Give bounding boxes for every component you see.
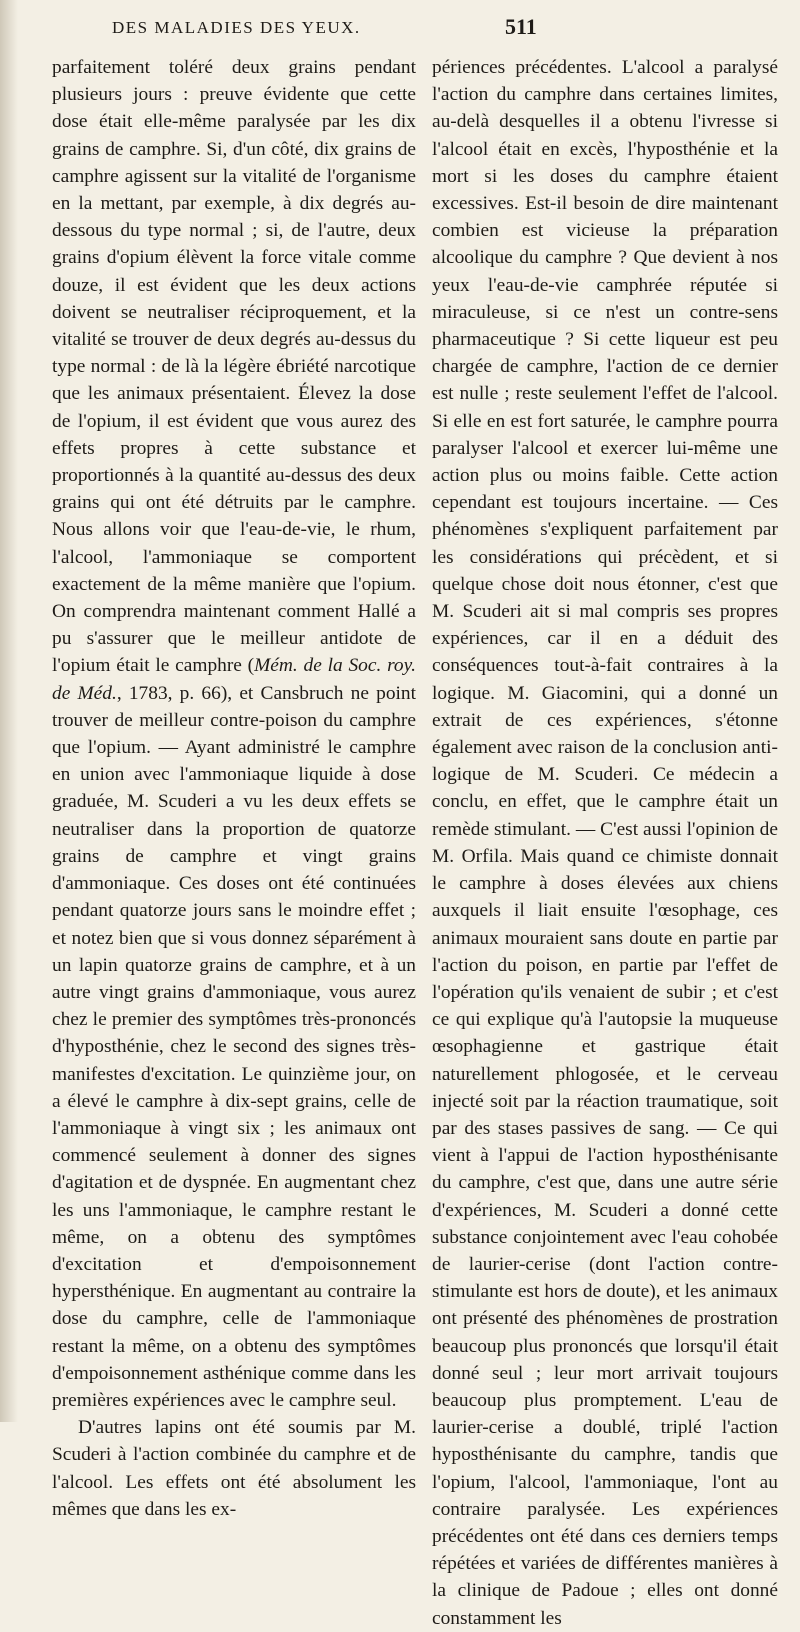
- paragraph-text: parfaitement toléré deux grains pendant plusieurs jours : preuve évidente que cette dose était elle-même paralysée par les dix grains de camphre. Si, d'un côté, dix grains de camphre agissent sur la vitalité de l'organisme en la mettant, par exemple, à dix degrés au-dessous du type normal ; si, de l'autre, deux grains d'opium élèvent la force vitale comme douze, il est évident que les deux actions doivent se neutraliser réciproquement, et la vitalité se trouver de deux degrés au-dessus du type normal : de là la légère ébriété narcotique que les animaux présentaient. Élevez la dose de l'opium, il est évident que vous aurez des effets propres à cette substance et proportionnés à la quantité au-dessus des deux grains qui ont été détruits par le camphre. Nous allons voir que l'eau-de-vie, le rhum, l'alcool, l'ammoniaque se comportent exactement de la même manière que l'opium. On comprendra maintenant comment Hallé a pu s'assurer que le meilleur antidote de l'opium était le camphre (: [52, 57, 416, 677]
- binding-shadow: [0, 0, 18, 1422]
- page-number: 511: [505, 14, 537, 39]
- paragraph: périences précédentes. L'alcool a paralysé l'action du camphre dans certaines limites, au-delà desquelles il a obtenu l'ivresse si l'alcool était en excès, l'hyposthénie et la mort si les doses du camphre étaient excessives. Est-il besoin de dire maintenant combien est vicieuse la préparation alcoolique du camphre ? Que devient à nos yeux l'eau-de-vie camphrée réputée si miraculeuse, si ce n'est un contre-sens pharmaceutique ? Si cette liqueur est peu chargée de camphre, l'action de ce dernier est nulle ; reste seulement l'effet de l'alcool. Si elle en est fort saturée, le camphre pourra paralyser l'alcool et exercer lui-même une action plus ou moins faible. Cette action cependant est toujours incertaine. — Ces phénomènes s'expliquent parfaitement par les considérations qui précèdent, et si quelque chose doit nous étonner, c'est que M. Scuderi ait si mal compris ses propres expériences, car il en a déduit des conséquences tout-à-fait contraires à la logique. M. Giacomini, qui a donné un extrait de ces expériences, s'étonne également avec raison de la conclusion anti-logique de M. Scuderi. Ce médecin a conclu, en effet, que le camphre était un remède stimulant. — C'est aussi l'opinion de M. Orfila. Mais quand ce chimiste donnait le camphre à doses élevées aux chiens auxquels il liait ensuite l'œsophage, ces animaux mouraient sans doute en partie par l'action du poison, en partie par l'effet de l'opération qu'ils venaient de subir ; et c'est ce qui explique qu'à l'autopsie la muqueuse œsophagienne et gastrique était naturellement phlogosée, et le cerveau injecté soit par la réaction traumatique, soit par des stases passives de sang. — Ce qui vient à l'appui de l'action hyposthénisante du camphre, c'est que, dans une autre série d'expériences, M. Scuderi a donné cette substance conjointement avec l'eau cohobée de laurier-cerise (dont l'action contre-stimulante est hors de doute), et les animaux ont présenté des phénomènes de prostration beaucoup plus prononcés que lorsqu'il était donné seul ; leur mort arrivait toujours beaucoup plus promptement. L'eau de laurier-cerise a doublé, triplé l'action hyposthénisante du camphre, tandis que l'opium, l'alcool, l'ammoniaque, l'ont au contraire paralysée. Les expériences précédentes ont été dans ces derniers temps répétées et variées de différentes manières à la clinique de Padoue ; elles ont donné constamment les: [432, 57, 778, 1629]
- italic-reference: Mém. de la Soc. roy. de Méd.: [52, 655, 417, 704]
- paragraph-text-continued: , 1783, p. 66), et Cansbruch ne point trouver de meilleur contre-poison du camphre que l'opium. — Ayant administré le camphre en union avec l'ammoniaque liquide à dose graduée, M. Scuderi a vu les deux effets se neutraliser dans la proportion de quatorze grains de camphre et vingt grains d'ammoniaque. Ces doses ont été continuées pendant quatorze jours sans le moindre effet ; et notez bien que si vous donnez séparément à un lapin quatorze grains de camphre, et à un autre vingt grains d'ammoniaque, vous aurez chez le premier des symptômes très-prononcés d'hyposthénie, chez le second des signes très-manifestes d'excitation. Le quinzième jour, on a élevé le camphre à dix-sept grains, celle de l'ammoniaque à vingt six ; les animaux ont commencé seulement à donner des signes d'agitation et de dyspnée. En augmentant chez les uns l'ammoniaque, le camphre restant le même, on a obtenu des symptômes d'excitation et d'empoisonnement hypersthénique. En augmentant au contraire la dose du camphre, celle de l'ammoniaque restant la même, on a obtenu des symptômes d'empoisonnement asthénique comme dans les premières expériences avec le camphre seul.: [52, 682, 416, 1411]
- right-column: [432, 54, 778, 1632]
- left-column: [52, 54, 416, 1523]
- page-header: [0, 12, 800, 52]
- running-title: DES MALADIES DES YEUX.: [112, 18, 361, 37]
- paragraph: D'autres lapins ont été soumis par M. Scuderi à l'action combinée du camphre et de l'alcool. Les effets ont été absolument les mêmes que dans les ex-: [52, 1417, 416, 1520]
- paragraph: [52, 54, 416, 1414]
